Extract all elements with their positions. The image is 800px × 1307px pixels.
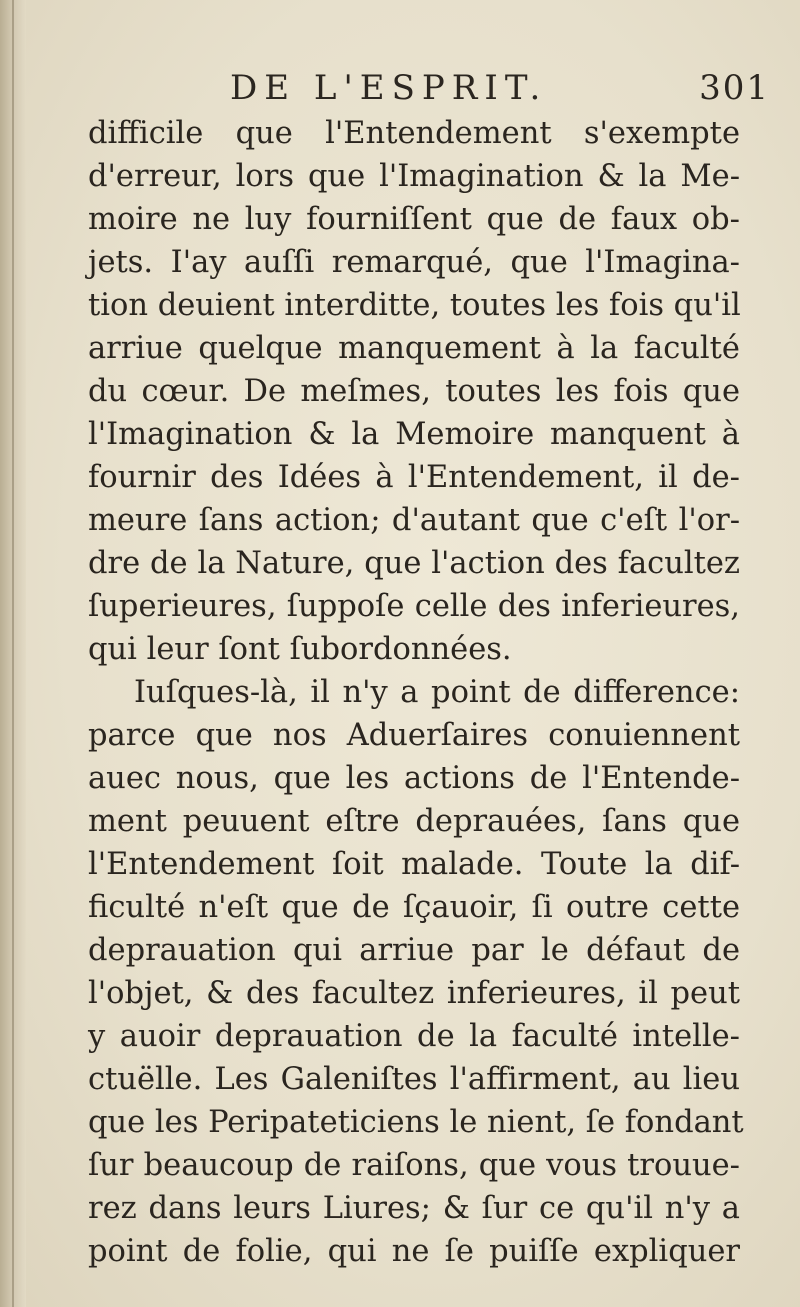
text-line: deprauation qui arriue par le défaut de <box>88 933 740 968</box>
text-line: point de folie, qui ne ſe puiſſe expliquer <box>88 1234 740 1269</box>
text-line: que les Peripateticiens le nient, ſe fondant <box>88 1105 744 1140</box>
text-line: l'Entendement ſoit malade. Toute la dif- <box>88 847 740 882</box>
text-line: parce que nos Aduerſaires conuiennent <box>88 718 740 753</box>
text-line: l'objet, & des facultez inferieures, il peut <box>88 976 740 1011</box>
page-number: 301 <box>699 68 770 108</box>
text-line: auec nous, que les actions de l'Entende- <box>88 761 740 796</box>
text-line: qui leur ſont ſubordonnées. <box>88 632 512 667</box>
text-line: ſur beaucoup de raiſons, que vous trouue- <box>88 1148 740 1183</box>
body-text <box>88 112 744 1273</box>
text-line: difficile que l'Entendement s'exempte <box>88 116 740 151</box>
text-line: jets. I'ay auſſi remarqué, que l'Imagina- <box>88 245 740 280</box>
text-line: dre de la Nature, que l'action des facultez <box>88 546 740 581</box>
paragraph-first-line: Iuſques-là, il n'y a point de difference: <box>134 675 740 710</box>
text-line: fournir des Idées à l'Entendement, il de- <box>88 460 740 495</box>
page-gutter <box>0 0 26 1307</box>
gutter-edge-line <box>12 0 14 1307</box>
text-line: y auoir deprauation de la faculté intelle- <box>88 1019 740 1054</box>
text-line: ment peuuent eſtre deprauées, ſans que <box>88 804 740 839</box>
page-header <box>230 68 770 112</box>
text-line: ficulté n'eſt que de ſçauoir, ſi outre cette <box>88 890 740 925</box>
text-line: tion deuient interditte, toutes les fois qu'il <box>88 288 741 323</box>
text-line: l'Imagination & la Memoire manquent à <box>88 417 740 452</box>
text-line: d'erreur, lors que l'Imagination & la Me- <box>88 159 740 194</box>
text-line: moire ne luy fourniſſent que de faux ob- <box>88 202 740 237</box>
text-line: ſuperieures, ſuppoſe celle des inferieures, <box>88 589 740 624</box>
running-title: DE L'ESPRIT. <box>230 68 548 108</box>
text-line: du cœur. De meſmes, toutes les fois que <box>88 374 740 409</box>
text-line: ctuëlle. Les Galeniſtes l'affirment, au lieu <box>88 1062 740 1097</box>
text-line: meure ſans action; d'autant que c'eſt l'or- <box>88 503 740 538</box>
text-line: rez dans leurs Liures; & ſur ce qu'il n'y a <box>88 1191 740 1226</box>
text-line: arriue quelque manquement à la faculté <box>88 331 740 366</box>
